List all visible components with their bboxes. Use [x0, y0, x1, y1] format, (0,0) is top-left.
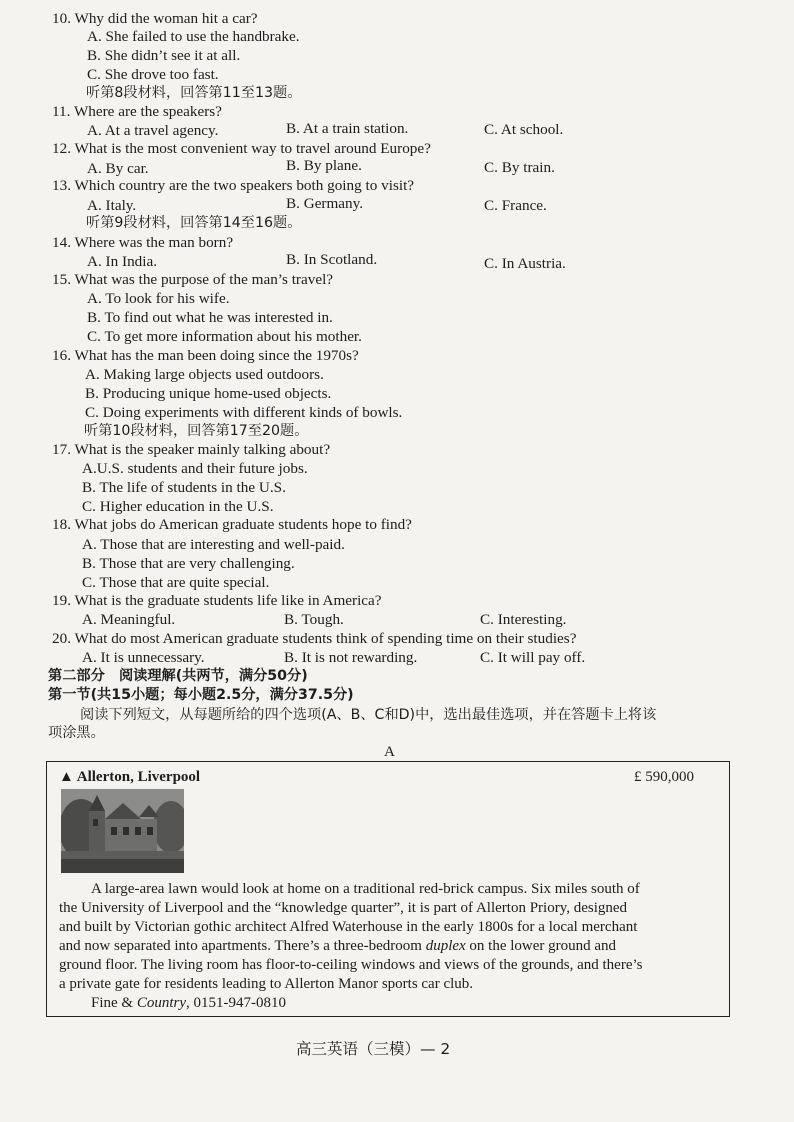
question-12-stem: 12. What is the most convenient way to travel around Europe?: [52, 140, 431, 157]
listing-body-line4: [59, 937, 616, 956]
page-footer: 高三英语（三模）— 2: [296, 1040, 451, 1058]
question-12-option-c: C. By train.: [484, 159, 555, 176]
question-13-stem: 13. Which country are the two speakers both going to visit?: [52, 177, 415, 194]
listing-contact-phone: , 0151-947-0810: [186, 995, 287, 1011]
listing-body-line2: the University of Liverpool and the “knowledge quarter”, it is part of Allerton Priory, designed: [59, 900, 628, 916]
question-13-option-a: A. Italy.: [87, 197, 137, 214]
question-12-option-a: A. By car.: [87, 160, 149, 177]
question-20-option-c: C. It will pay off.: [480, 649, 586, 666]
question-10-option-a: A. She failed to use the handbrake.: [87, 28, 300, 45]
question-14-option-a: A. In India.: [87, 253, 158, 270]
listing-contact-agency: Fine &: [91, 995, 134, 1011]
section-one-heading: 第一节(共15小题；每小题2.5分，满分37.5分): [48, 687, 354, 703]
question-13-option-c: C. France.: [484, 197, 547, 214]
question-20-option-b: B. It is not rewarding.: [284, 649, 418, 666]
listing-title: ▲ Allerton, Liverpool: [59, 769, 201, 785]
reading-directions-line2: 项涂黑。: [48, 725, 105, 741]
question-10-option-c: C. She drove too fast.: [87, 66, 219, 83]
listing-body-line5: ground floor. The living room has floor-to-ceiling windows and views of the grounds, and there’s: [59, 957, 643, 973]
question-14-option-c: C. In Austria.: [484, 255, 566, 272]
question-14-stem: 14. Where was the man born?: [52, 234, 234, 251]
question-18-option-b: B. Those that are very challenging.: [82, 555, 295, 572]
listing-contact: [91, 994, 286, 1013]
question-19-option-a: A. Meaningful.: [82, 611, 176, 628]
question-16-stem: 16. What has the man been doing since the 1970s?: [52, 347, 359, 364]
question-10-option-b: B. She didn’t see it at all.: [87, 47, 241, 64]
question-19-stem: 19. What is the graduate students life like in America?: [52, 592, 382, 609]
instruction-section-8: 听第8段材料，回答第11至13题。: [86, 85, 302, 101]
house-photo-drawing: [61, 789, 184, 873]
question-10-stem: 10. Why did the woman hit a car?: [52, 10, 258, 27]
listing-price: £ 590,000: [634, 769, 694, 785]
question-17-stem: 17. What is the speaker mainly talking about?: [52, 441, 331, 458]
instruction-section-9: 听第9段材料，回答第14至16题。: [86, 215, 302, 231]
question-18-stem: 18. What jobs do American graduate students hope to find?: [52, 516, 412, 533]
question-11-option-a: A. At a travel agency.: [87, 122, 219, 139]
question-19-option-c: C. Interesting.: [480, 611, 567, 628]
question-15-stem: 15. What was the purpose of the man’s travel?: [52, 271, 334, 288]
question-18-option-c: C. Those that are quite special.: [82, 574, 270, 591]
question-15-option-c: C. To get more information about his mother.: [87, 328, 362, 345]
house-photo: [61, 789, 184, 873]
question-15-option-a: A. To look for his wife.: [87, 290, 230, 307]
question-20-option-a: A. It is unnecessary.: [82, 649, 205, 666]
question-17-option-b: B. The life of students in the U.S.: [82, 479, 286, 496]
listing-body-line4-start: and now separated into apartments. There’s a three-bedroom: [59, 938, 422, 954]
listing-body-line6: a private gate for residents leading to Allerton Manor sports car club.: [59, 976, 474, 992]
passage-letter: A: [384, 743, 395, 760]
question-11-option-b: B. At a train station.: [286, 120, 409, 137]
question-13-option-b: B. Germany.: [286, 195, 364, 212]
question-14-option-b: B. In Scotland.: [286, 251, 378, 268]
question-15-option-b: B. To find out what he was interested in.: [87, 309, 333, 326]
listing-body-line3: and built by Victorian gothic architect Alfred Waterhouse in the early 1800s for a local merchant: [59, 919, 638, 935]
reading-directions-line1: 阅读下列短文，从每题所给的四个选项(A、B、C和D)中，选出最佳选项，并在答题卡上将该: [80, 707, 657, 723]
question-11-option-c: C. At school.: [484, 121, 564, 138]
question-16-option-c: C. Doing experiments with different kinds of bowls.: [85, 404, 403, 421]
question-11-stem: 11. Where are the speakers?: [52, 103, 222, 120]
listing-body-duplex: duplex: [425, 938, 466, 954]
instruction-section-10: 听第10段材料，回答第17至20题。: [84, 423, 309, 439]
listing-body-line4-end: on the lower ground and: [469, 938, 617, 954]
question-12-option-b: B. By plane.: [286, 157, 362, 174]
listing-body-line1: A large-area lawn would look at home on a traditional red-brick campus. Six miles south of: [91, 881, 640, 897]
listing-contact-agency-country: Country: [136, 995, 187, 1011]
part-two-heading: 第二部分 阅读理解(共两节，满分50分): [48, 668, 308, 684]
question-20-stem: 20. What do most American graduate students think of spending time on their studies?: [52, 630, 577, 647]
question-17-option-a: A.U.S. students and their future jobs.: [82, 460, 308, 477]
question-19-option-b: B. Tough.: [284, 611, 344, 628]
question-16-option-a: A. Making large objects used outdoors.: [85, 366, 324, 383]
question-17-option-c: C. Higher education in the U.S.: [82, 498, 274, 515]
question-18-option-a: A. Those that are interesting and well-paid.: [82, 536, 345, 553]
question-16-option-b: B. Producing unique home-used objects.: [85, 385, 332, 402]
